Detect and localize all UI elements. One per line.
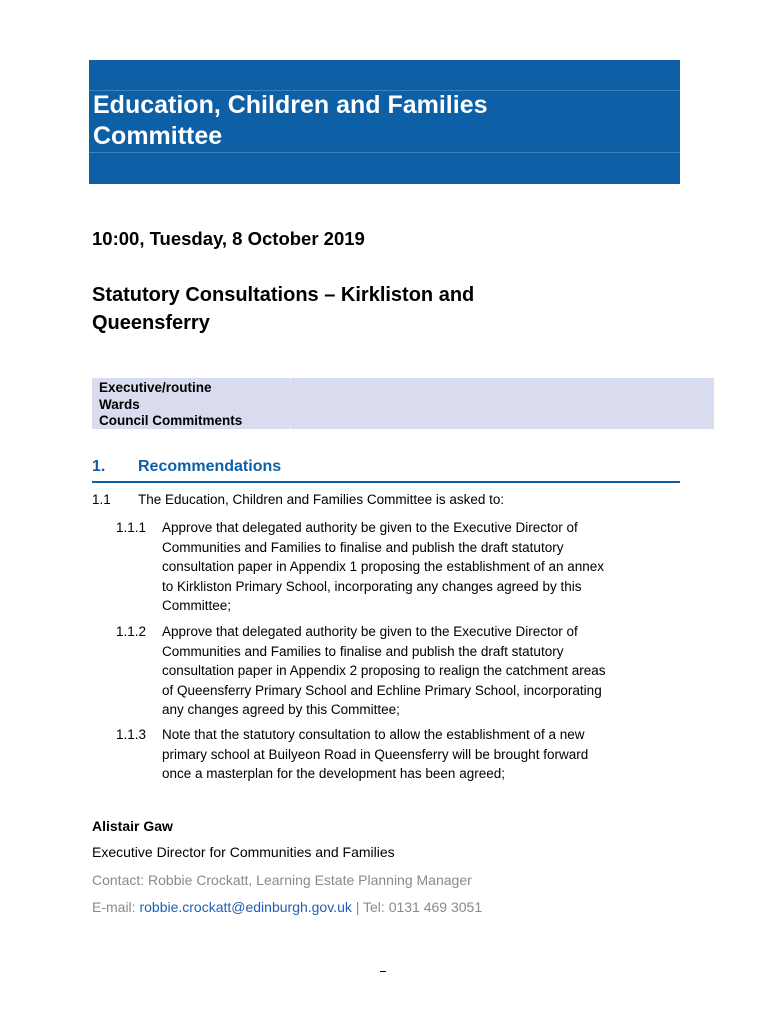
section-title: Recommendations — [138, 458, 282, 475]
paragraph-text: The Education, Children and Families Committee is asked to: — [138, 492, 505, 507]
item-line: Note that the statutory consultation to allow the establishment of a new — [162, 727, 585, 742]
telephone: | Tel: 0131 469 3051 — [351, 899, 483, 915]
item-line: primary school at Builyeon Road in Queensferry will be brought forward — [162, 746, 589, 762]
info-row-council-commitments: Council Commitments — [99, 413, 243, 428]
report-title-line: Statutory Consultations – Kirkliston and — [92, 284, 475, 306]
info-row-wards: Wards — [99, 397, 140, 412]
item-line: of Queensferry Primary School and Echline Primary School, incorporating — [162, 682, 602, 698]
committee-banner — [89, 60, 680, 184]
item-number: 1.1.1 — [116, 520, 147, 535]
author-name: Alistair Gaw — [92, 818, 173, 834]
email-link[interactable]: robbie.crockatt@edinburgh.gov.uk — [139, 899, 352, 915]
email-label: E-mail: — [92, 899, 140, 915]
report-info-box — [92, 378, 714, 429]
author-role: Executive Director for Communities and Families — [92, 844, 395, 860]
item-line: to Kirkliston Primary School, incorporating any changes agreed by this — [162, 578, 582, 594]
meeting-date-time: 10:00, Tuesday, 8 October 2019 — [92, 228, 365, 249]
item-line: Communities and Families to finalise and publish the draft statutory — [162, 643, 564, 659]
contact-line: Contact: Robbie Crockatt, Learning Estate Planning Manager — [92, 872, 472, 888]
item-text — [162, 725, 682, 784]
item-line: Approve that delegated authority be given to the Executive Director of — [162, 624, 578, 639]
section-heading-recommendations — [92, 457, 680, 483]
committee-title-line: Education, Children and Families — [93, 91, 488, 119]
item-line: Committee; — [162, 598, 232, 613]
banner-rule — [89, 152, 680, 153]
item-line: Communities and Families to finalise and publish the draft statutory — [162, 539, 564, 555]
item-number: 1.1.3 — [116, 727, 147, 742]
item-text — [162, 518, 682, 616]
item-line: any changes agreed by this Committee; — [162, 702, 400, 717]
table-cell-divider — [290, 378, 291, 381]
item-line: Approve that delegated authority be given to the Executive Director of — [162, 520, 578, 535]
item-line: consultation paper in Appendix 1 proposing the establishment of an annex — [162, 559, 605, 574]
committee-title — [93, 90, 653, 152]
item-number: 1.1.2 — [116, 624, 147, 639]
committee-title-line: Committee — [93, 122, 223, 150]
page-footer-mark — [380, 971, 386, 972]
table-cell-divider — [290, 426, 291, 429]
paragraph-number: 1.1 — [92, 492, 111, 507]
item-line: consultation paper in Appendix 2 proposing to realign the catchment areas — [162, 663, 606, 678]
section-number: 1. — [92, 458, 106, 475]
item-text — [162, 622, 682, 720]
info-row-executive-routine: Executive/routine — [99, 380, 212, 395]
email-line — [92, 899, 482, 915]
report-title — [92, 281, 612, 337]
item-line: once a masterplan for the development has been agreed; — [162, 766, 505, 781]
report-title-line: Queensferry — [92, 312, 210, 334]
